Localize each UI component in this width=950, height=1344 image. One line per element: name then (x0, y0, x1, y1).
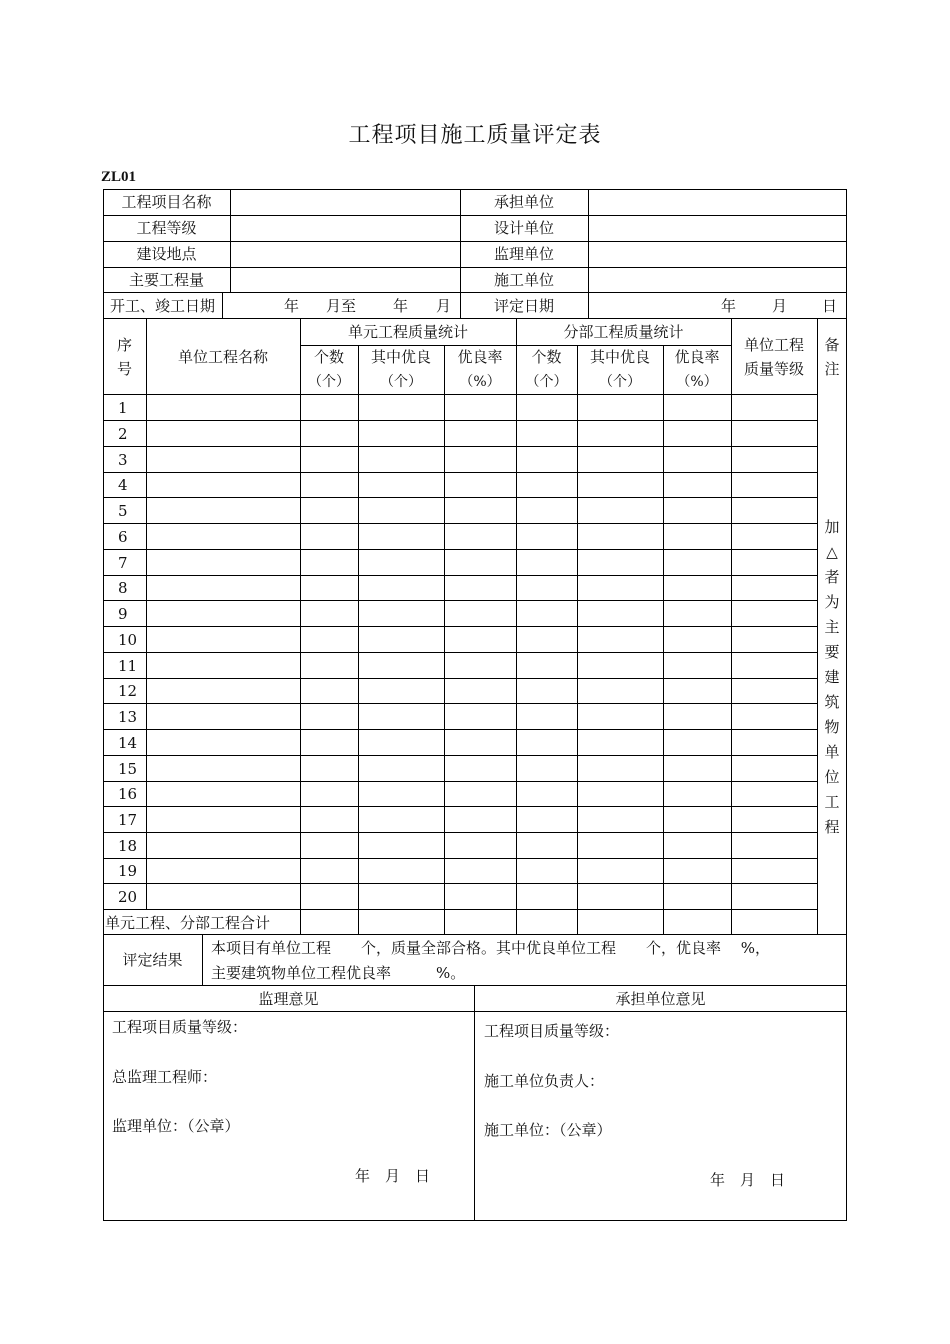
eval-day-label: 日 (822, 297, 838, 315)
remark-note-char: 工 (824, 793, 840, 811)
row-number: 11 (118, 657, 138, 675)
row-number: 20 (118, 888, 138, 906)
row-number: 5 (118, 502, 128, 520)
supervision-unit-label: 监理单位 (493, 245, 554, 263)
unit-count-unit: （个） (308, 374, 350, 390)
part-rate-unit: （%） (676, 374, 718, 390)
location-label: 建设地点 (136, 245, 197, 263)
right-quality-grade-label: 工程项目质量等级： (484, 1022, 620, 1040)
row-number: 18 (118, 837, 138, 855)
remark-note-char: 主 (824, 618, 840, 636)
row-number: 4 (118, 476, 128, 494)
result-line-1: 本项目有单位工程 个，质量全部合格。其中优良单位工程 个，优良率 %， (211, 939, 771, 957)
row-number: 19 (118, 862, 138, 880)
remark-note-char: 为 (824, 593, 840, 611)
part-stats-header: 分部工程质量统计 (563, 323, 684, 341)
grade-label: 工程等级 (136, 219, 197, 237)
form-code: ZL01 (101, 169, 137, 185)
remark-note-char: 筑 (824, 693, 840, 711)
unit-rate-unit: （%） (459, 374, 501, 390)
remark-note-char: 加 (824, 518, 840, 536)
remark-note-char: 者 (824, 568, 840, 586)
unit-excellent-header: 其中优良 (370, 348, 431, 366)
unit-name-header: 单位工程名称 (177, 348, 268, 366)
evaluation-form (103, 189, 847, 1221)
row-number: 10 (118, 631, 138, 649)
page-title: 工程项目施工质量评定表 (348, 123, 602, 148)
unit-excellent-unit: （个） (380, 374, 422, 390)
start-month-label: 月至 (326, 297, 357, 315)
row-number: 17 (118, 811, 138, 829)
part-excellent-header: 其中优良 (589, 348, 650, 366)
row-number: 12 (118, 682, 138, 700)
eval-month-label: 月 (772, 297, 788, 315)
result-line-2: 主要建筑物单位工程优良率 %。 (211, 964, 466, 982)
part-rate-header: 优良率 (674, 348, 720, 366)
row-number: 14 (118, 734, 138, 752)
row-number: 6 (118, 528, 128, 546)
remark-note-char: △ (826, 543, 838, 561)
main-quantity-label: 主要工程量 (128, 271, 204, 289)
part-count-unit: （个） (525, 374, 568, 390)
grade-header-2: 质量等级 (743, 360, 804, 378)
remark-note-char: 物 (824, 718, 840, 736)
undertaker-label: 承担单位 (493, 193, 554, 211)
part-count-header: 个数 (531, 348, 562, 366)
left-quality-grade-label: 工程项目质量等级： (112, 1018, 248, 1036)
end-month-label: 月 (436, 297, 452, 315)
eval-date-label: 评定日期 (493, 297, 554, 315)
part-excellent-unit: （个） (599, 374, 641, 390)
row-number: 15 (118, 760, 138, 778)
construction-unit-label: 施工单位 (493, 271, 554, 289)
remark-header-2: 注 (824, 360, 840, 378)
supervision-seal-label: 监理单位：（公章） (112, 1117, 240, 1135)
unit-count-header: 个数 (313, 348, 344, 366)
construction-seal-label: 施工单位：（公章） (484, 1121, 612, 1139)
start-year-label: 年 (284, 297, 300, 315)
row-number: 16 (118, 785, 138, 803)
right-date-label: 年 月 日 (710, 1171, 786, 1189)
row-number: 2 (118, 425, 128, 443)
row-number: 3 (118, 451, 128, 469)
construction-leader-label: 施工单位负责人： (484, 1072, 605, 1090)
row-number: 13 (118, 708, 138, 726)
supervision-opinion-title: 监理意见 (258, 990, 319, 1008)
result-label: 评定结果 (122, 951, 183, 969)
undertaker-opinion-title: 承担单位意见 (615, 990, 706, 1008)
grade-header-1: 单位工程 (743, 336, 804, 354)
row-number: 7 (118, 554, 128, 572)
seq-header-1: 序 (116, 336, 132, 354)
project-name-label: 工程项目名称 (121, 193, 212, 211)
chief-engineer-label: 总监理工程师： (112, 1068, 218, 1086)
dates-label: 开工、竣工日期 (109, 297, 215, 315)
remark-note-char: 要 (824, 643, 840, 661)
total-row-label: 单元工程、分部工程合计 (105, 914, 271, 932)
remark-header-1: 备 (824, 336, 840, 354)
row-number: 1 (118, 399, 128, 417)
design-unit-label: 设计单位 (493, 219, 554, 237)
row-number: 8 (118, 579, 128, 597)
unit-rate-header: 优良率 (457, 348, 503, 366)
remark-note-char: 建 (824, 668, 840, 686)
seq-header-2: 号 (116, 360, 132, 378)
end-year-label: 年 (393, 297, 409, 315)
left-date-label: 年 月 日 (355, 1167, 431, 1185)
eval-year-label: 年 (721, 297, 737, 315)
remark-note-char: 位 (824, 768, 840, 786)
remark-note-char: 单 (824, 743, 840, 761)
unit-stats-header: 单元工程质量统计 (347, 323, 468, 341)
remark-note-char: 程 (824, 818, 840, 836)
row-number: 9 (118, 605, 128, 623)
